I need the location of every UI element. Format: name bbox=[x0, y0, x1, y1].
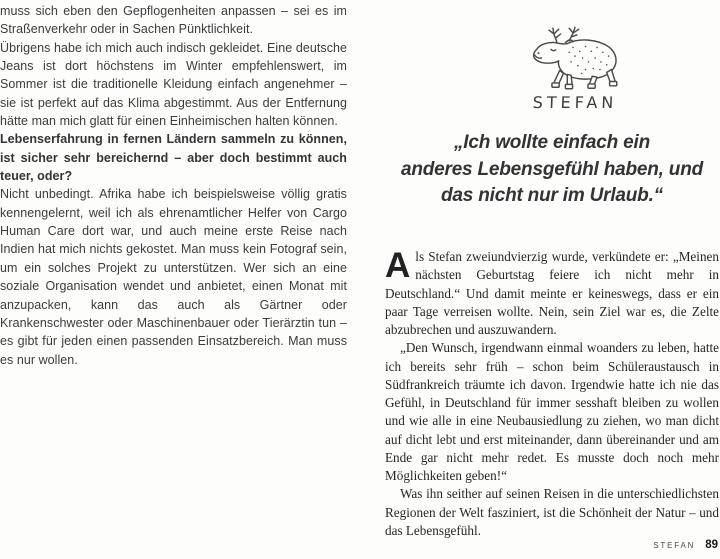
page-footer bbox=[653, 539, 718, 551]
left-page-text-column bbox=[0, 2, 347, 369]
pull-quote-line: anderes Lebensgefühl haben, und bbox=[400, 158, 704, 180]
paragraph-intro bbox=[385, 248, 719, 339]
interview-question: Lebenserfahrung in fernen Ländern sammeln zu können, ist sicher sehr bereichernd – aber doch bestimmt auch teuer, oder? bbox=[0, 132, 347, 184]
moose-icon bbox=[525, 26, 625, 90]
dropcap-letter: A bbox=[385, 246, 411, 285]
paragraph-fascination: Was ihn seither auf seinen Reisen in die unterschiedlichsten Regionen der Welt fasziniert, ist die Schönheit der Natur – und das Lebensgefühl. bbox=[385, 486, 719, 538]
interview-answer: Nicht unbedingt. Afrika habe ich beispielsweise völlig gratis kennengelernt, weil ich als ehrenamtlicher Helfer von Cargo Human Care dort war, und auch meine erste Reise nach Indien hat mich nichts gekostet. Man muss kein Fotograf sein, um ein solches Projekt zu unterstützen. Wer sich an eine soziale Organisation wendet und anbietet, einen Monat mit anzupacken, kann das auch als Gärtner oder Krankenschwester oder Maschinenbauer oder Tierärztin tun – es gibt für jeden einen passenden Einsatzbereich. Man muss es nur wollen. bbox=[0, 187, 347, 367]
paragraph-intro-text: ls Stefan zweiundvierzig wurde, verkündete er: „Meinen nächsten Geburtstag feiere ich nicht mehr in Deutschland.“ Und damit meinte er keineswegs, dass er ein paar Tage verreisen wollte. Nein, sein Ziel war es, die Zelte abzubrechen und auszuwandern. bbox=[385, 249, 719, 337]
footer-page-number: 89 bbox=[705, 539, 718, 551]
pull-quote bbox=[385, 130, 719, 210]
pull-quote-line: das nicht nur im Urlaub.“ bbox=[441, 185, 663, 206]
right-page-column bbox=[385, 0, 719, 559]
paragraph-wish: „Den Wunsch, irgendwann einmal woanders zu leben, hatte ich bereits sehr früh – schon beim Schüleraustausch in Südfrankreich träumte ich davon. Irgendwie hatte ich nie das Gefühl, in Deutschland für immer sesshaft bleiben zu wollen und wie alle in eine Neubausiedlung zu ziehen, wo man dicht auf dicht lebt und erst miteinander, dann übereinander und am Ende gar nicht mehr redet. Es musste doch noch mehr Möglichkeiten geben!“ bbox=[385, 340, 719, 483]
pull-quote-line: „Ich wollte einfach ein bbox=[454, 132, 650, 153]
paragraph-customs: muss sich eben den Gepflogenheiten anpassen – sei es im Straßenverkehr oder in Sachen Pünktlichkeit. bbox=[0, 4, 347, 37]
illustration-caption: STEFAN bbox=[532, 93, 618, 112]
chapter-body-text bbox=[385, 248, 719, 540]
chapter-illustration bbox=[525, 26, 625, 112]
paragraph-indian-clothing: Übrigens habe ich mich auch indisch gekleidet. Eine deutsche Jeans ist dort höchstens im Winter empfehlenswert, im Sommer ist die traditionelle Kleidung einfach angenehmer – sie ist perfekt auf das Klima abgestimmt. Aus der Entfernung hätte man mich glatt für einen Einheimischen halten können. bbox=[0, 40, 347, 129]
footer-chapter-label: STEFAN bbox=[653, 541, 696, 550]
